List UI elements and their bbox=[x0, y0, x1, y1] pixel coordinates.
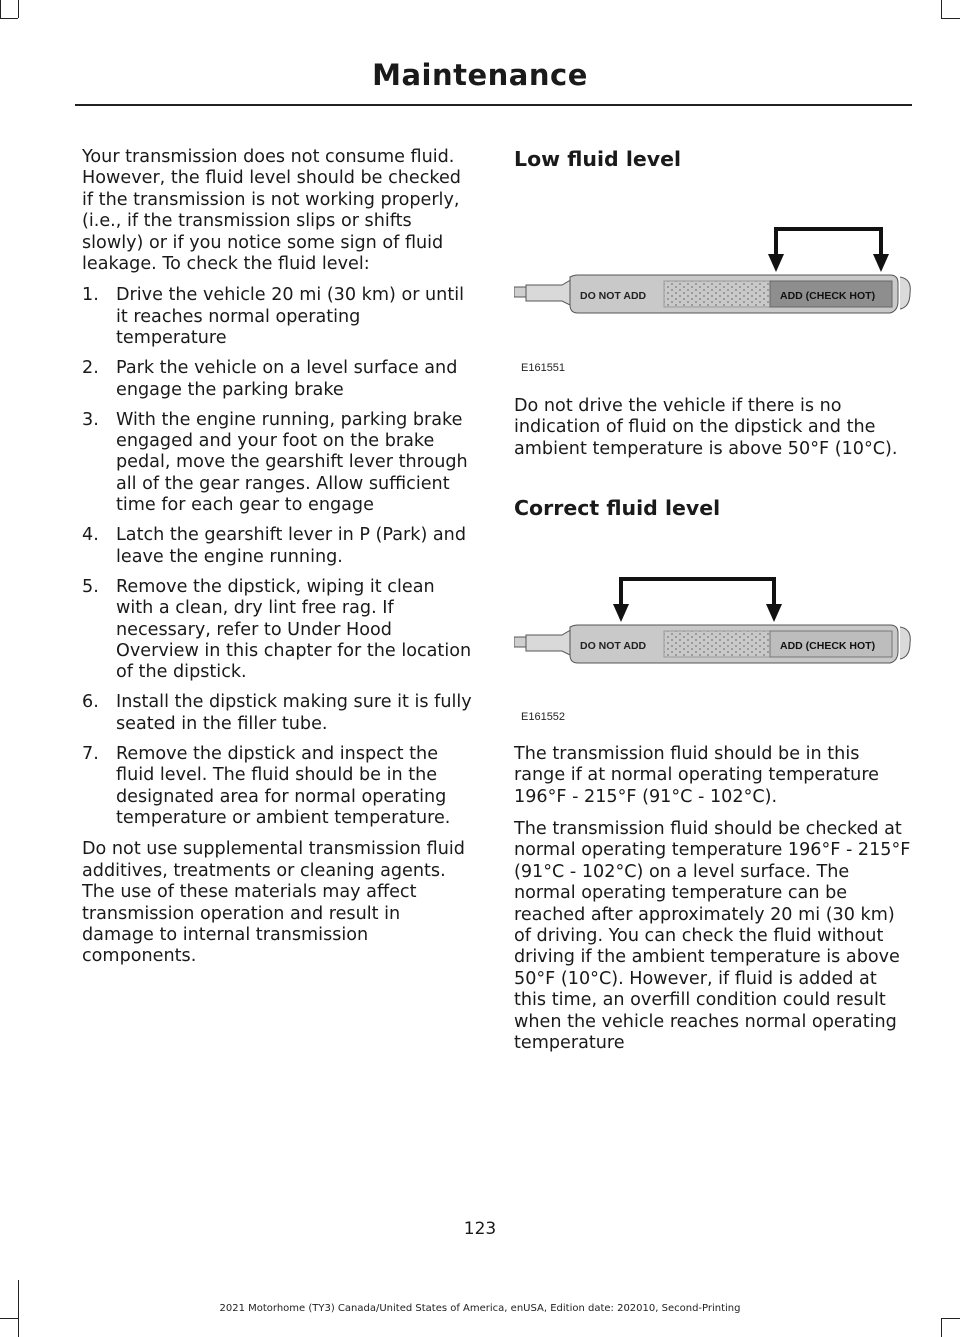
step-number: 2. bbox=[82, 358, 99, 379]
correct-range-paragraph: The transmission fluid should be in this range if at normal operating temperature 196°F - 215°F (91°C - 102°C). bbox=[514, 744, 879, 807]
step-text: Install the dipstick making sure it is fully seated in the filler tube. bbox=[116, 692, 472, 734]
step-text: Remove the dipstick, wiping it clean with a clean, dry lint free rag. If necessary, refer to Under Hood Overview in this chapter for the location of the dipstick. bbox=[116, 576, 472, 683]
correct-fluid-heading: Correct fluid level bbox=[514, 496, 721, 520]
do-not-add-label: DO NOT ADD bbox=[580, 640, 647, 652]
step-text: Drive the vehicle 20 mi (30 km) or until it reaches normal operating temperature bbox=[116, 285, 465, 349]
crop-mark bbox=[941, 1318, 942, 1337]
step-text: Latch the gearshift lever in P (Park) and leave the engine running. bbox=[116, 525, 467, 567]
dipstick-figure-low bbox=[514, 225, 912, 330]
step-number: 7. bbox=[82, 743, 99, 764]
list-item bbox=[82, 285, 476, 349]
checking-conditions-paragraph: The transmission fluid should be checked at normal operating temperature 196°F - 215°F (91°C - 102°C) on a level surface. The normal operating temperature can be reached after approximately 20 mi (30 km) of driving. You can check the fluid without driving if the ambient temperature is above 50°F (10°C). However, if fluid is added at this time, an overfill condition could result when the vehicle reaches normal operating temperature bbox=[514, 819, 911, 1054]
crop-mark bbox=[941, 18, 960, 19]
crop-mark bbox=[18, 0, 19, 18]
dipstick-illustration bbox=[514, 575, 912, 680]
step-number: 5. bbox=[82, 576, 99, 597]
step-number: 3. bbox=[82, 409, 99, 430]
step-number: 4. bbox=[82, 525, 99, 546]
do-not-add-label: DO NOT ADD bbox=[580, 290, 647, 302]
list-item bbox=[82, 358, 476, 401]
intro-paragraph: Your transmission does not consume fluid. However, the fluid level should be checked if the transmission is not working properly, (i.e., if the transmission slips or shifts slowly) or if you notice some sign of fluid leakage. To check the fluid level: bbox=[82, 147, 461, 275]
crop-mark bbox=[941, 1318, 960, 1319]
low-fluid-heading: Low fluid level bbox=[514, 147, 682, 171]
page-number: 123 bbox=[463, 1219, 497, 1239]
step-text: Remove the dipstick and inspect the fluid level. The fluid should be in the designated area for normal operating temperature or ambient temperature. bbox=[116, 743, 451, 828]
add-check-hot-label: ADD (CHECK HOT) bbox=[780, 290, 876, 302]
list-item bbox=[82, 410, 476, 517]
crop-mark bbox=[0, 1318, 18, 1319]
dipstick-illustration bbox=[514, 225, 912, 330]
step-number: 6. bbox=[82, 692, 99, 713]
arrow-down-icon bbox=[873, 254, 889, 272]
step-number: 1. bbox=[82, 285, 99, 306]
header-divider bbox=[75, 104, 912, 106]
figure-id-low: E161551 bbox=[521, 362, 566, 374]
additives-warning-paragraph: Do not use supplemental transmission fluid additives, treatments or cleaning agents. The use of these materials may affect transmission operation and result in damage to internal transmission components. bbox=[82, 839, 465, 967]
step-text: Park the vehicle on a level surface and engage the parking brake bbox=[116, 358, 458, 400]
left-column bbox=[82, 147, 476, 978]
low-fluid-paragraph: Do not drive the vehicle if there is no indication of fluid on the dipstick and the ambient temperature is above 50°F (10°C). bbox=[514, 396, 898, 459]
figure-id-correct: E161552 bbox=[521, 711, 566, 723]
crop-mark bbox=[0, 0, 1, 18]
list-item bbox=[82, 744, 476, 830]
list-item bbox=[82, 577, 476, 684]
crop-mark bbox=[0, 18, 18, 19]
page-title: Maintenance bbox=[372, 58, 588, 92]
crop-mark bbox=[941, 0, 942, 18]
arrow-down-icon bbox=[766, 604, 782, 622]
arrow-down-icon bbox=[768, 254, 784, 272]
step-text: With the engine running, parking brake engaged and your foot on the brake pedal, move the gearshift lever through all of the gear ranges. Allow sufficient time for each gear to engage bbox=[116, 409, 468, 516]
dipstick-figure-correct bbox=[514, 575, 912, 680]
add-check-hot-label: ADD (CHECK HOT) bbox=[780, 640, 876, 652]
list-item bbox=[82, 692, 476, 735]
arrow-down-icon bbox=[613, 604, 629, 622]
edition-footer: 2021 Motorhome (TY3) Canada/United States of America, enUSA, Edition date: 202010, Second-Printing bbox=[219, 1303, 741, 1314]
list-item bbox=[82, 525, 476, 568]
procedure-list bbox=[82, 285, 476, 829]
